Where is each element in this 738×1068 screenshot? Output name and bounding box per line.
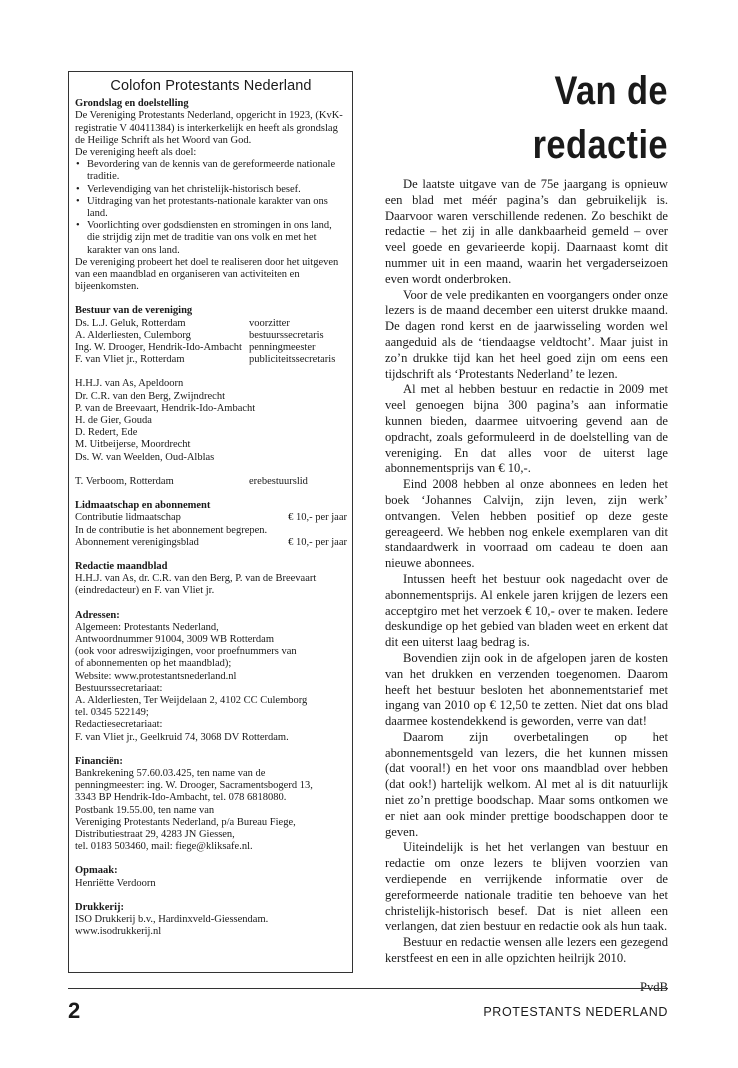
- article-body: [385, 177, 668, 967]
- goal-item: • Verlevendiging van het christelijk-historisch besef.: [76, 183, 301, 195]
- bullet-icon: •: [76, 195, 80, 207]
- financien-line: Vereniging Protestants Nederland, p/a Bureau Fiege,: [75, 816, 296, 828]
- article: [385, 64, 668, 995]
- opmaak-heading: Opmaak:: [75, 865, 118, 877]
- article-paragraph: Bestuur en redactie wensen alle lezers een gezegend kerstfeest en een in alle opzichten heilrijk 2010.: [385, 935, 668, 966]
- financien-line: 3343 BP Hendrik-Ido-Ambacht, tel. 078 6818080.: [75, 792, 287, 804]
- page-number: 2: [68, 998, 81, 1023]
- lidmaatschap-note: In de contributie is het abonnement begrepen.: [75, 524, 268, 536]
- article-paragraph: De laatste uitgave van de 75e jaargang is opnieuw een blad met méér pagina’s dan gebruikelijk is. Daarvoor waren verschillende redenen. Zo beschikt de redactie – het zij in alle dankbaarheid gemeld – over veel goede en gevarieerde kopij. Daarnaast komt dit nummer uit in een maand, waarin het vergaderseizoen even wordt onderbroken.: [385, 177, 668, 286]
- running-title: PROTESTANTS NEDERLAND: [483, 1005, 668, 1019]
- address-line: F. van Vliet jr., Geelkruid 74, 3068 DV Rotterdam.: [75, 731, 289, 743]
- goal-item: • Bevordering van de kennis van de gereformeerde nationale traditie.: [76, 159, 336, 183]
- colofon-box: [68, 71, 353, 973]
- article-paragraph: Al met al hebben bestuur en redactie in 2009 met veel genoegen bijna 300 pagina’s aan informatie kunnen bieden, daarmee uitvoering gevend aan de opdracht, zoals geformuleerd in de doelstelling van de vereniging. En dat alles voor de uiterst lage abonnementsprijs van € 10,-.: [385, 382, 668, 476]
- member-item: Ds. W. van Weelden, Oud-Alblas: [75, 451, 215, 463]
- lidmaatschap-heading: Lidmaatschap en abonnement: [75, 500, 211, 512]
- honorary-row: T. Verboom, Rotterdam erebestuurslid: [75, 475, 308, 487]
- bullet-icon: •: [76, 183, 80, 195]
- financien-section: [75, 756, 347, 854]
- address-line: Redactiesecretariaat:: [75, 719, 163, 731]
- website-line: Website: www.protestantsnederland.nl: [75, 670, 237, 682]
- article-paragraph: Uiteindelijk is het het verlangen van bestuur en redactie om onze lezers te blijven voorzien van verdiepende en verrijkende informatie over de gereformeerde nationale traditie ten behoeve van het christelijk-historisch besef. Dat is niet alleen een verlangen, dat zien bestuur en redactie ook als hun taak.: [385, 840, 668, 934]
- bestuur-heading: Bestuur van de vereniging: [75, 305, 193, 317]
- redactie-section: [75, 561, 347, 598]
- lidmaatschap-section: [75, 500, 347, 549]
- redactie-heading: Redactie maandblad: [75, 560, 168, 572]
- officer-row: Ing. W. Drooger, Hendrik-Ido-Ambacht penningmeester: [75, 342, 316, 354]
- opmaak-text: Henriëtte Verdoorn: [75, 877, 156, 889]
- article-signature: PvdB: [640, 979, 668, 994]
- goal-item: • Voorlichting over godsdiensten en stromingen in ons land, die strijdig zijn met de traditie van ons volk en met het karakter van ons land.: [76, 220, 332, 256]
- opmaak-section: [75, 865, 347, 889]
- goals-list: [75, 159, 347, 257]
- member-item: D. Redert, Ede: [75, 427, 138, 439]
- colofon-title: Colofon Protestants Nederland: [110, 78, 312, 94]
- member-item: M. Uitbeijerse, Moordrecht: [75, 439, 191, 451]
- address-line: of abonnementen op het maandblad);: [75, 658, 232, 670]
- financien-line: tel. 0183 503460, mail: fiege@kliksafe.nl.: [75, 841, 253, 853]
- grondslag-section: [75, 98, 347, 293]
- financien-line: Postbank 19.55.00, ten name van: [75, 804, 215, 816]
- address-line: Antwoordnummer 91004, 3009 WB Rotterdam: [75, 633, 274, 645]
- address-line: Algemeen: Protestants Nederland,: [75, 621, 219, 633]
- footer-rule: [68, 988, 668, 989]
- member-item: P. van de Breevaart, Hendrik-Ido-Ambacht: [75, 402, 256, 414]
- article-paragraph: Intussen heeft het bestuur ook nagedacht over de abonnementsprijs. Al enkele jaren krijgen de lezers een acceptgiro met het verzoek € 10,- over te maken. Iedere deskundige op het gebied van bladen weet en erkent dat dit een uiterst laag bedrag is.: [385, 571, 668, 650]
- drukkerij-heading: Drukkerij:: [75, 901, 124, 913]
- grondslag-outro: De vereniging probeert het doel te realiseren door het uitgeven van een maandblad en organiseren van activiteiten en bijeenkomsten.: [75, 256, 339, 293]
- bullet-icon: •: [76, 159, 80, 171]
- redactie-text: H.H.J. van As, dr. C.R. van den Berg, P. van de Breevaart (eindredacteur) en F. van Vliet jr.: [75, 573, 317, 597]
- officer-row: F. van Vliet jr., Rotterdam publiciteitssecretaris: [75, 354, 336, 366]
- grondslag-intro: De Vereniging Protestants Nederland, opgericht in 1923, (KvK-registratie V 40411384) is interkerkelijk en heeft als grondslag de Heilige Schrift als het Woord van God.: [75, 110, 343, 146]
- subscription-row: Abonnement verenigingsblad € 10,- per jaar: [75, 536, 347, 548]
- financien-line: Distributiestraat 29, 4283 JN Giessen,: [75, 828, 235, 840]
- member-item: Dr. C.R. van den Berg, Zwijndrecht: [75, 390, 225, 402]
- address-line: A. Alderliesten, Ter Weijdelaan 2, 4102 CC Culemborg: [75, 694, 308, 706]
- drukkerij-line: ISO Drukkerij b.v., Hardinxveld-Giessendam.: [75, 913, 269, 925]
- financien-line: Bankrekening 57.60.03.425, ten name van de: [75, 767, 266, 779]
- address-line: (ook voor adreswijzigingen, voor proefnummers van: [75, 646, 297, 658]
- article-paragraph: Bovendien zijn ook in de afgelopen jaren de kosten van het drukken en verzenden toegenomen. Daarom heeft het bestuur besloten het abonnementstarief met ingang van 2010 op € 12,50 te zetten. Niet dat ons blad daarmee kostendekkend is geworden, verre van dat!: [385, 650, 668, 729]
- officer-row: A. Alderliesten, Culemborg bestuurssecretaris: [75, 329, 324, 341]
- article-paragraph: Daarom zijn overbetalingen op het abonnementsgeld van lezers, die het kunnen missen (dat vooral!) en het voor ons maandblad over hebben (dat ook!) hartelijk welkom. Al met al is dit natuurlijk niet zo’n prettige boodschap. Maar soms ontkomen we er niet aan ook minder prettige boodschappen door te geven.: [385, 729, 668, 839]
- goal-item: • Uitdraging van het protestants-nationale karakter van ons land.: [76, 195, 328, 220]
- officer-row: Ds. L.J. Geluk, Rotterdam voorzitter: [75, 317, 290, 329]
- drukkerij-section: [75, 902, 347, 939]
- grondslag-lead: De vereniging heeft als doel:: [75, 147, 197, 159]
- financien-line: penningmeester: ing. W. Drooger, Sacramentsbogerd 13,: [75, 780, 313, 792]
- bestuur-section: [75, 305, 347, 488]
- article-paragraph: Voor de vele predikanten en voorgangers onder onze lezers is de maand december een uiterst drukke maand. De dagen rond kerst en de jaarwisseling worden wel aangeduid als de ‘tiendaagse veldtocht’. Maar juist in zo’n drukke tijd kan het heel goed zijn om eens een tijdschrift als ‘Protestants Nederland’ te lezen.: [385, 287, 668, 381]
- address-line: Bestuurssecretariaat:: [75, 682, 163, 694]
- adressen-heading: Adressen:: [75, 609, 120, 621]
- adressen-section: [75, 610, 347, 744]
- bullet-icon: •: [76, 220, 80, 232]
- address-line: tel. 0345 522149;: [75, 707, 149, 719]
- drukkerij-website: www.isodrukkerij.nl: [75, 926, 162, 938]
- contribution-row: Contributie lidmaatschap € 10,- per jaar: [75, 512, 347, 524]
- article-title: Van de redactie: [532, 69, 668, 167]
- financien-heading: Financiën:: [75, 755, 123, 767]
- member-item: H. de Gier, Gouda: [75, 415, 152, 427]
- member-item: H.H.J. van As, Apeldoorn: [75, 378, 184, 390]
- grondslag-heading: Grondslag en doelstelling: [75, 98, 189, 110]
- article-paragraph: Eind 2008 hebben al onze abonnees en leden het boek ‘Johannes Calvijn, zijn leven, zijn werk’ ontvangen. Velen hebben positief op deze geste gereageerd. We hebben nog enkele exemplaren van dit standaardwerk in voorraad om cadeau te doen aan nieuwe abonnees.: [385, 477, 668, 571]
